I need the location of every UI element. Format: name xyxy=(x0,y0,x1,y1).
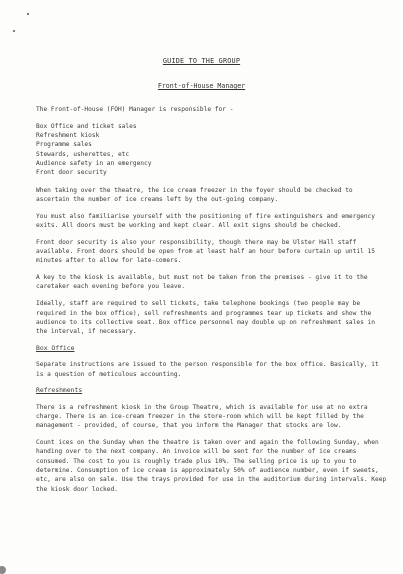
paragraph-ice-cream-check: When taking over the theatre, the ice cream freezer in the foyer should be checked to ascertain the number of ice creams left by the out-going company. xyxy=(36,186,353,203)
corner-mark xyxy=(0,566,6,574)
paragraph-fire-safety: You must also familiarise yourself with the positioning of fire extinguishers and emergency exits. All doors must be working and kept clear. All exit signs should be checked. xyxy=(36,212,375,229)
document-title: GUIDE TO THE GROUP xyxy=(162,57,241,65)
intro-paragraph: The Front-of-House (FOH) Manager is responsible for - xyxy=(36,106,234,113)
refreshments-paragraph-1: There is a refreshment kiosk in the Group Theatre, which is available for use at no extra charge. There is an ice-cream freezer in the store-room which will be kept filled by the management - provided, of course, that you inform the Manager that stocks are low. xyxy=(36,403,368,430)
duties-list xyxy=(36,122,388,178)
paragraph-front-door: Front door security is also your responsibility, though there may be Ulster Hall staff available. Front doors should be open from at least half an hour before curtain up until 15 minutes after to allow for late-comers. xyxy=(36,238,375,265)
box-office-paragraph: Separate instructions are issued to the person responsible for the box office. Basically, it is a question of meticulous accounting. xyxy=(36,361,379,378)
list-item: Stewards, usherettes, etc xyxy=(36,150,130,158)
punch-mark-lower xyxy=(13,30,15,32)
document-subtitle: Front-of-House Manager xyxy=(157,82,246,90)
list-item: Box Office and ticket sales xyxy=(36,122,137,130)
list-item: Front door security xyxy=(36,169,107,177)
document-body xyxy=(36,105,388,501)
refreshments-heading: Refreshments xyxy=(36,386,83,395)
paragraph-kiosk-key: A key to the kiosk is available, but must not be taken from the premises - give it to the caretaker each evening before you leave. xyxy=(36,274,368,291)
list-item: Refreshment kiosk xyxy=(36,132,100,140)
refreshments-paragraph-2: Count ices on the Sunday when the theatre is taken over and again the following Sunday, when handing over to the next company. An invoice will be sent for the number of ice creams consumed. The cost to you is roughly trade plus 10%. The selling price is up to you to determine. Consumption of ice cream is approximately 50% of audience number, even if sweets, etc, are also on sale. Use the trays provided for use in the auditorium during intervals. Keep the kiosk door locked. xyxy=(36,439,387,493)
list-item: Audience safety in an emergency xyxy=(36,159,152,167)
paragraph-staffing: Ideally, staff are required to sell tickets, take telephone bookings (two people may be required in the box office), sell refreshments and programmes tear up tickets and show the audience to its collective seat. Box office personnel may double up on refreshment sales in the interval, if necessary. xyxy=(36,300,375,336)
box-office-heading: Box Office xyxy=(36,343,75,352)
punch-mark-top xyxy=(27,13,29,15)
list-item: Programme sales xyxy=(36,141,92,149)
